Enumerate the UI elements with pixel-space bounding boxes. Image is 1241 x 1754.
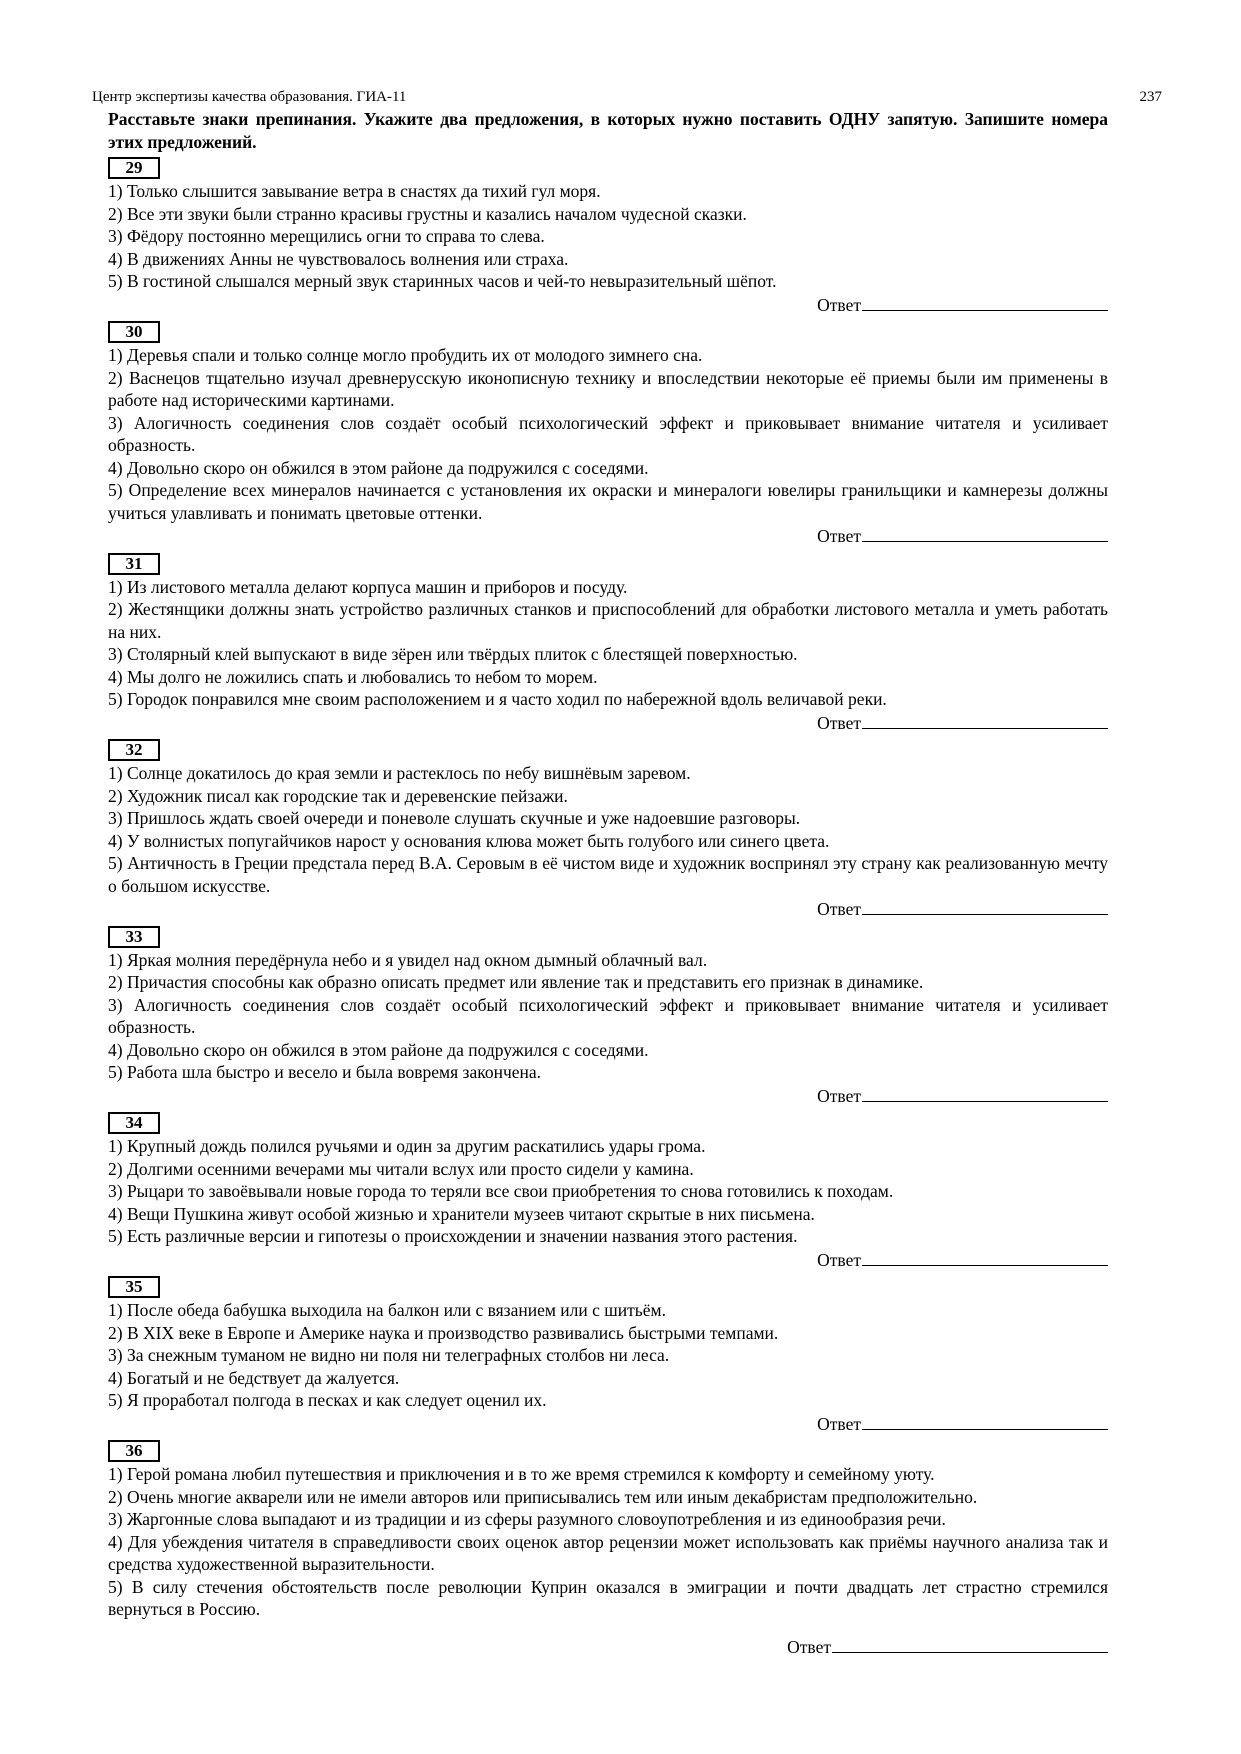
sentence-item: 3) Алогичность соединения слов создаёт особый психологический эффект и приковывает внимание читателя и усиливает образность. xyxy=(108,994,1108,1037)
sentence-item: 1) Герой романа любил путешествия и приключения и в то же время стремился к комфорту и семейному уюту. xyxy=(108,1464,935,1484)
sentence-item: 3) Алогичность соединения слов создаёт особый психологический эффект и приковывает внимание читателя и усиливает образность. xyxy=(108,412,1108,455)
sentence-item: 4) В движениях Анны не чувствовалось волнения или страха. xyxy=(108,248,569,269)
sentence-item: 1) Яркая молния передёрнула небо и я увидел над окном дымный облачный вал. xyxy=(108,949,708,970)
sentence-item: 2) Художник писал как городские так и деревенские пейзажи. xyxy=(108,785,568,806)
task-number: 32 xyxy=(108,739,160,761)
sentence-item: 3) Жаргонные слова выпадают и из традиции и из сферы разумного словоупотребления и из единообразия речи. xyxy=(108,1509,946,1529)
task-number: 31 xyxy=(108,553,160,575)
sentence-item: 3) Рыцари то завоёвывали новые города то теряли все свои приобретения то снова готовились к походам. xyxy=(108,1181,894,1201)
sentence-item: 4) Довольно скоро он обжился в этом районе да подружился с соседями. xyxy=(108,1039,649,1060)
page-content xyxy=(108,108,1108,1662)
sentence-item: 3) Фёдору постоянно мерещились огни то справа то слева. xyxy=(108,226,545,246)
sentence-item: 2) Васнецов тщательно изучал древнерусскую иконописную технику и впоследствии некоторые её приемы были им применены в работе над историческими картинами. xyxy=(108,367,1108,410)
sentence-item: 4) Богатый и не бедствует да жалуется. xyxy=(108,1367,400,1388)
answer-row xyxy=(108,1635,1108,1658)
sentence-item: 2) Все эти звуки были странно красивы грустны и казались началом чудесной сказки. xyxy=(108,203,747,224)
answer-label: Ответ xyxy=(817,526,861,546)
answer-label: Ответ xyxy=(817,1249,861,1270)
task-number: 33 xyxy=(108,926,160,948)
instruction-text: Расставьте знаки препинания. Укажите два предложения, в которых нужно поставить ОДНУ запятую. Запишите номера этих предложений. xyxy=(108,109,1108,152)
answer-row xyxy=(108,1248,1108,1271)
sentence-item: 2) Причастия способны как образно описать предмет или явление так и представить его признак в динамике. xyxy=(108,972,924,992)
sentence-item: 4) Для убеждения читателя в справедливости своих оценок автор рецензии может использовать как приёмы научного анализа так и средства художественной выразительности. xyxy=(108,1531,1108,1574)
sentence-item: 1) Солнце докатилось до края земли и растеклось по небу вишнёвым заревом. xyxy=(108,763,691,783)
answer-label: Ответ xyxy=(817,294,861,315)
task-block xyxy=(108,738,1108,920)
task-number: 35 xyxy=(108,1276,160,1298)
answer-label: Ответ xyxy=(787,1636,831,1657)
answer-field[interactable] xyxy=(862,711,1108,729)
task-list xyxy=(108,156,1108,1657)
sentence-item: 5) Есть различные версии и гипотезы о происхождении и значении названия этого растения. xyxy=(108,1226,798,1246)
answer-field[interactable] xyxy=(862,1084,1108,1102)
sentence-item: 3) Столярный клей выпускают в виде зёрен или твёрдых плиток с блестящей поверхностью. xyxy=(108,644,798,664)
answer-field[interactable] xyxy=(862,524,1108,542)
answer-field[interactable] xyxy=(862,1248,1108,1266)
sentence-item: 2) В XIX веке в Европе и Америке наука и производство развивались быстрыми темпами. xyxy=(108,1322,779,1343)
sentence-item: 4) Вещи Пушкина живут особой жизнью и хранители музеев читают скрытые в них письмена. xyxy=(108,1203,815,1224)
task-block xyxy=(108,1439,1108,1657)
sentence-item: 2) Очень многие акварели или не имели авторов или приписывались тем или иным декабристам предположительно. xyxy=(108,1486,978,1507)
sentence-item: 4) У волнистых попугайчиков нарост у основания клюва может быть голубого или синего цвета. xyxy=(108,830,830,851)
sentence-item: 5) В силу стечения обстоятельств после революции Куприн оказался в эмиграции и почти двадцать лет страстно стремился вернуться в Россию. xyxy=(108,1576,1108,1619)
answer-field[interactable] xyxy=(832,1635,1108,1653)
sentence-item: 2) Жестянщики должны знать устройство различных станков и приспособлений для обработки листового металла и уметь работать на них. xyxy=(108,599,1108,642)
task-block xyxy=(108,320,1108,547)
answer-row xyxy=(108,1412,1108,1435)
answer-label: Ответ xyxy=(817,712,861,733)
answer-label: Ответ xyxy=(817,899,861,919)
answer-row xyxy=(108,524,1108,547)
sentence-item: 1) Крупный дождь полился ручьями и один за другим раскатились удары грома. xyxy=(108,1136,706,1156)
answer-field[interactable] xyxy=(862,1412,1108,1430)
sentence-item: 4) Мы долго не ложились спать и любовались то небом то морем. xyxy=(108,666,598,687)
task-number: 30 xyxy=(108,321,160,343)
answer-field[interactable] xyxy=(862,897,1108,915)
sentence-item: 5) Работа шла быстро и весело и была вовремя закончена. xyxy=(108,1062,542,1082)
page-header xyxy=(92,88,1162,106)
page-number: 237 xyxy=(1139,89,1162,105)
answer-row xyxy=(108,897,1108,920)
answer-label: Ответ xyxy=(817,1413,861,1434)
sentence-item: 5) Городок понравился мне своим расположением и я часто ходил по набережной вдоль величавой реки. xyxy=(108,689,887,709)
sentence-item: 5) В гостиной слышался мерный звук старинных часов и чей-то невыразительный шёпот. xyxy=(108,271,777,291)
sentence-item: 5) Я проработал полгода в песках и как следует оценил их. xyxy=(108,1390,547,1410)
answer-row xyxy=(108,293,1108,316)
header-title: Центр экспертизы качества образования. ГИА-11 xyxy=(92,89,407,105)
sentence-item: 1) Только слышится завывание ветра в снастях да тихий гул моря. xyxy=(108,181,601,201)
task-number: 29 xyxy=(108,157,160,179)
sentence-item: 1) После обеда бабушка выходила на балкон или с вязанием или с шитьём. xyxy=(108,1300,666,1320)
sentence-item: 1) Деревья спали и только солнце могло пробудить их от молодого зимнего сна. xyxy=(108,345,703,365)
answer-label: Ответ xyxy=(817,1085,861,1106)
task-block xyxy=(108,1111,1108,1270)
sentence-item: 4) Довольно скоро он обжился в этом районе да подружился с соседями. xyxy=(108,457,649,478)
task-block xyxy=(108,1275,1108,1434)
task-number: 36 xyxy=(108,1440,160,1462)
sentence-item: 5) Античность в Греции предстала перед В.А. Серовым в её чистом виде и художник воспринял эту страну как реализованную мечту о большом искусстве. xyxy=(108,853,1108,896)
sentence-item: 3) За снежным туманом не видно ни поля ни телеграфных столбов ни леса. xyxy=(108,1345,670,1365)
sentence-item: 1) Из листового металла делают корпуса машин и приборов и посуду. xyxy=(108,576,628,597)
sentence-item: 5) Определение всех минералов начинается с установления их окраски и минералоги ювелиры гранильщики и камнерезы должны учиться улавливать и понимать цветовые оттенки. xyxy=(108,480,1108,523)
task-number: 34 xyxy=(108,1112,160,1134)
answer-field[interactable] xyxy=(862,293,1108,311)
sentence-item: 2) Долгими осенними вечерами мы читали вслух или просто сидели у камина. xyxy=(108,1158,694,1179)
answer-row xyxy=(108,711,1108,734)
task-block xyxy=(108,925,1108,1107)
answer-row xyxy=(108,1084,1108,1107)
sentence-item: 3) Пришлось ждать своей очереди и поневоле слушать скучные и уже надоевшие разговоры. xyxy=(108,808,801,828)
task-block xyxy=(108,156,1108,315)
task-block xyxy=(108,552,1108,734)
